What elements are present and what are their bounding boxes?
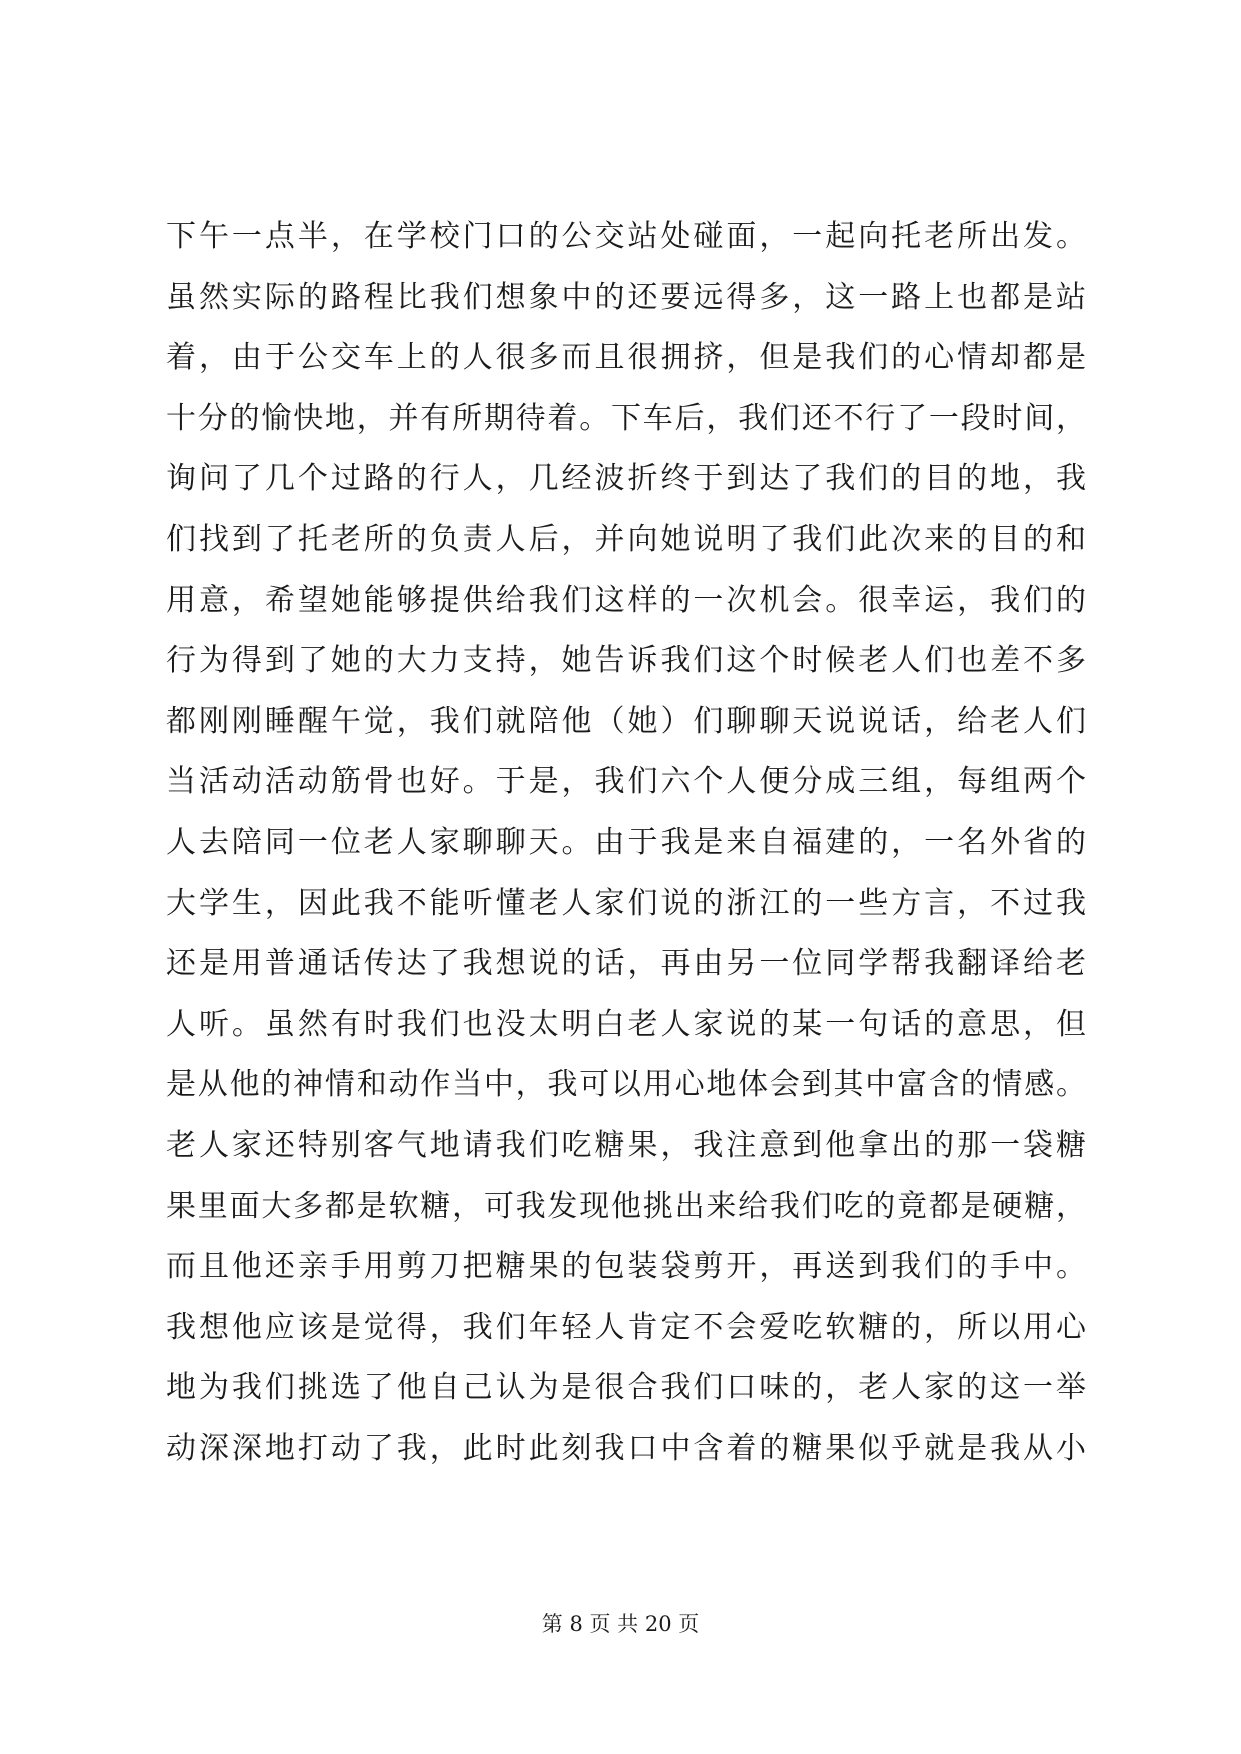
- text-line: 人去陪同一位老人家聊聊天。由于我是来自福建的，一名外省的: [166, 824, 1086, 860]
- page-number-label: 第 8 页 共 20 页: [541, 1612, 700, 1636]
- text-line: 们找到了托老所的负责人后，并向她说明了我们此次来的目的和: [166, 521, 1086, 557]
- text-line: 下午一点半，在学校门口的公交站处碰面，一起向托老所出发。: [166, 219, 1086, 254]
- text-line: 果里面大多都是软糖，可我发现他挑出来给我们吃的竟都是硬糖，: [166, 1188, 1086, 1224]
- text-line: 都刚刚睡醒午觉，我们就陪他（她）们聊聊天说说话，给老人们: [166, 703, 1086, 739]
- text-line: 还是用普通话传达了我想说的话，再由另一位同学帮我翻译给老: [166, 946, 1086, 982]
- body-text: [166, 207, 1086, 1479]
- text-line: 大学生，因此我不能听懂老人家们说的浙江的一些方言，不过我: [166, 885, 1086, 921]
- text-line: 十分的愉快地，并有所期待着。下车后，我们还不行了一段时间，: [166, 400, 1086, 436]
- text-line: 而且他还亲手用剪刀把糖果的包装袋剪开，再送到我们的手中。: [166, 1249, 1086, 1285]
- text-line: 询问了几个过路的行人，几经波折终于到达了我们的目的地，我: [166, 461, 1086, 497]
- page-footer: [0, 1608, 1241, 1638]
- text-line: 地为我们挑选了他自己认为是很合我们口味的，老人家的这一举: [166, 1370, 1086, 1406]
- text-line: 我想他应该是觉得，我们年轻人肯定不会爱吃软糖的，所以用心: [166, 1309, 1086, 1345]
- text-line: 行为得到了她的大力支持，她告诉我们这个时候老人们也差不多: [166, 643, 1086, 679]
- text-line: 人听。虽然有时我们也没太明白老人家说的某一句话的意思，但: [166, 1006, 1086, 1042]
- text-line: 动深深地打动了我，此时此刻我口中含着的糖果似乎就是我从小: [166, 1430, 1086, 1466]
- text-line: 老人家还特别客气地请我们吃糖果，我注意到他拿出的那一袋糖: [166, 1127, 1086, 1163]
- text-line: 虽然实际的路程比我们想象中的还要远得多，这一路上也都是站: [166, 279, 1086, 315]
- text-line: 着，由于公交车上的人很多而且很拥挤，但是我们的心情却都是: [166, 340, 1086, 376]
- text-line: 是从他的神情和动作当中，我可以用心地体会到其中富含的情感。: [166, 1067, 1086, 1103]
- text-line: 当活动活动筋骨也好。于是，我们六个人便分成三组，每组两个: [166, 764, 1086, 800]
- text-line: 用意，希望她能够提供给我们这样的一次机会。很幸运，我们的: [166, 582, 1086, 618]
